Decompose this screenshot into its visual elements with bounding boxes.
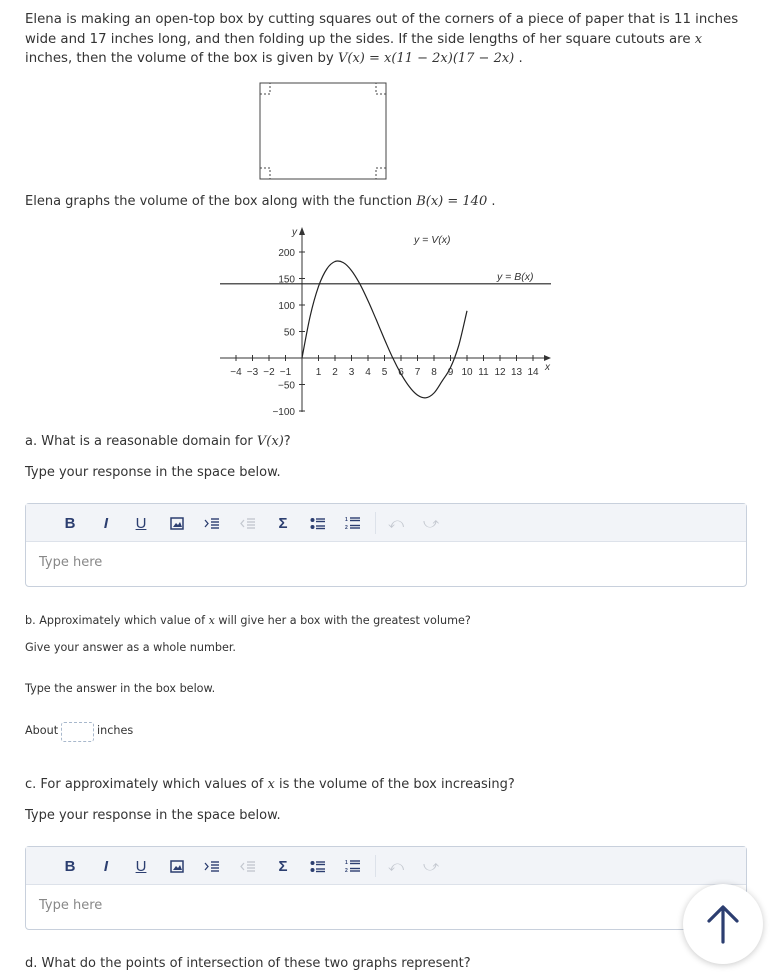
answer-prefix: About — [25, 724, 59, 737]
x-tick-label: 2 — [332, 367, 338, 378]
answer-input[interactable] — [61, 722, 94, 742]
x-tick-label: 5 — [381, 367, 388, 378]
numbered-list-icon — [345, 859, 361, 873]
x-tick-label: −1 — [279, 367, 292, 378]
x-tick-label: 3 — [348, 367, 355, 378]
question-b-box-instruction: Type the answer in the box below. — [25, 682, 216, 695]
redo-button[interactable]: ⤻ — [422, 514, 440, 532]
x-tick-label: 12 — [494, 367, 506, 378]
bullet-list-icon — [310, 517, 326, 530]
question-b-instruction: Give your answer as a whole number. — [25, 641, 236, 654]
editor-toolbar — [26, 504, 746, 542]
y-tick-label: 100 — [278, 301, 295, 312]
scroll-to-top-button[interactable] — [683, 884, 763, 964]
outdent-button[interactable] — [234, 504, 262, 542]
volume-formula: V(x) = x(11 − 2x)(17 − 2x) — [338, 51, 515, 66]
y-tick-label: −100 — [272, 407, 295, 418]
bullet-list-button[interactable] — [304, 847, 332, 885]
x-tick-label: 8 — [431, 367, 437, 378]
question-b: b. Approximately which value of x will give her a box with the greatest volume? — [25, 614, 471, 627]
x-tick-label: −2 — [263, 367, 275, 378]
equation-button[interactable]: Σ — [278, 514, 288, 532]
x-tick-label: 1 — [315, 367, 322, 378]
response-editor-a[interactable] — [25, 503, 747, 587]
response-editor-c[interactable] — [25, 846, 747, 930]
y-axis-label: y — [292, 227, 297, 238]
x-tick-label: 4 — [365, 367, 371, 378]
bullet-list-icon — [310, 860, 326, 873]
indent-icon — [204, 517, 220, 530]
question-d: d. What do the points of intersection of these two graphs represent? — [25, 956, 471, 971]
editor-text-area[interactable]: Type here — [39, 898, 103, 913]
answer-suffix: inches — [97, 724, 134, 737]
svg-text:1: 1 — [345, 860, 348, 866]
arrow-up-icon — [706, 904, 740, 944]
undo-button[interactable]: ⤺ — [387, 857, 405, 875]
x-tick-label: 11 — [478, 367, 489, 378]
question-c: c. For approximately which values of x is the volume of the box increasing? — [25, 777, 515, 792]
underline-button[interactable]: U — [135, 514, 147, 532]
italic-button[interactable]: I — [103, 857, 109, 875]
y-axis-arrow — [299, 227, 305, 235]
y-tick-label: 150 — [278, 274, 295, 286]
equation-button[interactable]: Σ — [278, 857, 288, 875]
bullet-list-button[interactable] — [304, 504, 332, 542]
problem-intro: Elena is making an open-top box by cutting squares out of the corners of a piece of paper that is 11 inches wide and 17 inches long, and then folding up the sides. If the side lengths of her square cutouts are x inches, then the volume of the box is given by V(x) = x(11 − 2x)(17 − 2x) . — [25, 12, 739, 66]
y-tick-label: 200 — [278, 248, 295, 259]
indent-button[interactable] — [198, 504, 226, 542]
x-axis-label: x — [545, 362, 550, 373]
bold-button[interactable]: B — [64, 857, 76, 875]
x-tick-label: 14 — [527, 367, 539, 378]
indent-button[interactable] — [198, 847, 226, 885]
x-tick-label: 13 — [510, 367, 523, 378]
outdent-icon — [240, 860, 256, 873]
svg-text:1: 1 — [345, 517, 348, 523]
bold-button[interactable]: B — [64, 514, 76, 532]
toolbar-divider — [375, 855, 376, 877]
numbered-list-button[interactable] — [339, 504, 367, 542]
insert-image-button[interactable] — [163, 847, 191, 885]
y-tick-label: 50 — [283, 327, 295, 339]
italic-button[interactable]: I — [103, 514, 109, 532]
svg-text:2: 2 — [345, 868, 348, 873]
x-tick-label: 10 — [461, 367, 473, 378]
insert-image-button[interactable] — [163, 504, 191, 542]
undo-button[interactable]: ⤺ — [387, 514, 405, 532]
underline-button[interactable]: U — [135, 857, 147, 875]
outdent-button[interactable] — [234, 847, 262, 885]
x-tick-label: 6 — [398, 367, 404, 378]
numbered-list-button[interactable] — [339, 847, 367, 885]
numbered-list-icon — [345, 516, 361, 530]
x-tick-label: 9 — [447, 367, 454, 378]
b-function: B(x) = 140 — [416, 194, 488, 209]
toolbar-divider — [375, 512, 376, 534]
x-tick-label: 7 — [414, 367, 421, 378]
indent-icon — [204, 860, 220, 873]
svg-text:2: 2 — [345, 525, 348, 530]
question-a: a. What is a reasonable domain for V(x)? — [25, 434, 291, 449]
redo-button[interactable]: ⤻ — [422, 857, 440, 875]
question-a-instruction: Type your response in the space below. — [25, 465, 281, 480]
editor-text-area[interactable]: Type here — [39, 555, 103, 570]
graph-intro: Elena graphs the volume of the box along with the function B(x) = 140 . — [25, 194, 496, 209]
image-icon — [170, 517, 184, 530]
outdent-icon — [240, 517, 256, 530]
image-icon — [170, 860, 184, 873]
question-c-instruction: Type your response in the space below. — [25, 808, 281, 823]
editor-toolbar — [26, 847, 746, 885]
v-series-label: y = V(x) — [414, 234, 451, 246]
x-axis-arrow — [544, 355, 551, 361]
x-tick-label: −3 — [246, 367, 259, 378]
volume-chart — [0, 0, 777, 430]
b-series-label: y = B(x) — [497, 271, 534, 283]
x-tick-label: −4 — [230, 367, 242, 378]
y-tick-label: −50 — [278, 380, 295, 392]
